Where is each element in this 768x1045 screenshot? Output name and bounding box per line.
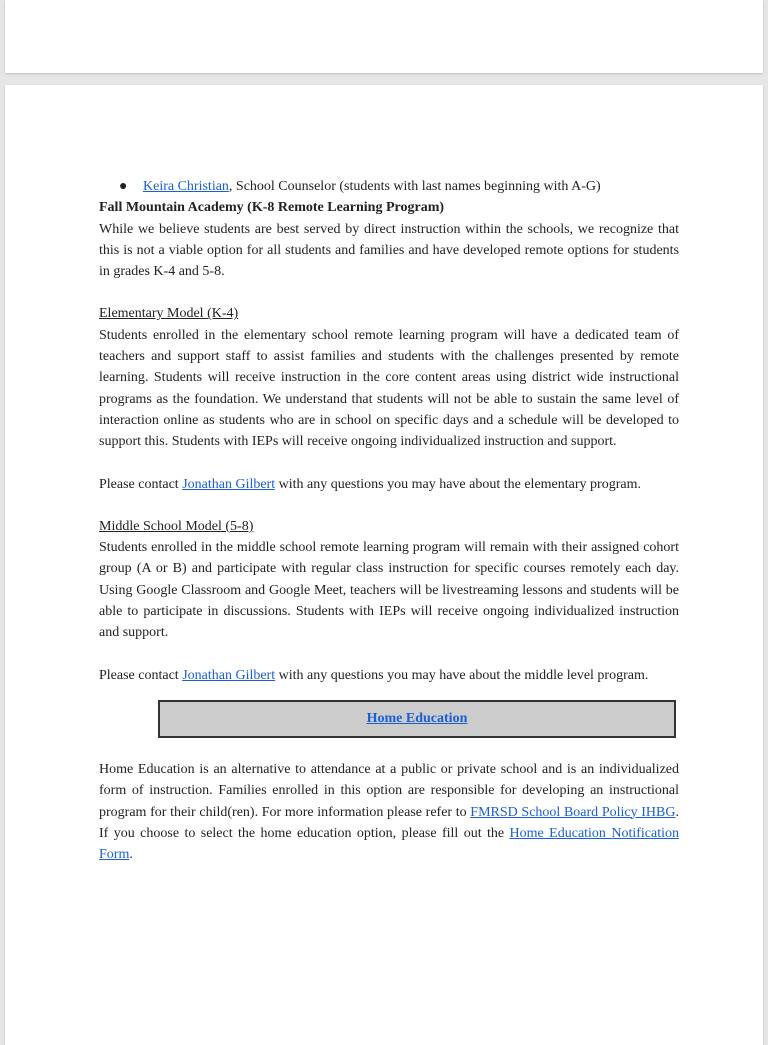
- elementary-body: Students enrolled in the elementary school remote learning program will have a dedicated team of teachers and support staff to assist families and students with the challenges presented by remote learning. Students will receive instruction in the core content areas using district wide instructional programs as the foundation. We understand that students will not be able to sustain the same level of interaction online as students who are in school on specific days and a schedule will be developed to support this. Students with IEPs will receive ongoing individualized instruction and support.: [99, 327, 679, 450]
- contact-suffix: with any questions you may have about the elementary program.: [275, 476, 641, 492]
- elementary-title: Elementary Model (K-4): [99, 306, 239, 322]
- home-ed-text-1: Home Education is an alternative to attendance at a public or private school and is an individualized form of instruction. Families enrolled in this option are responsible for developing an instructional program for their child(ren). For more information please refer to: [99, 761, 679, 820]
- jonathan-gilbert-link-elementary[interactable]: Jonathan Gilbert: [182, 476, 276, 492]
- home-ed-text-3: .: [129, 847, 133, 863]
- keira-christian-link[interactable]: Keira Christian: [143, 179, 229, 194]
- middle-body: Students enrolled in the middle school remote learning program will remain with their assigned cohort group (A or B) and participate with regular class instruction for specific courses remotely each day. Using Google Classroom and Google Meet, teachers will be livestreaming lessons and students will be able to participate in discussions. Students with IEPs will receive ongoing individualized instruction and support.: [99, 540, 679, 641]
- middle-contact: [99, 665, 679, 686]
- middle-title: Middle School Model (5-8): [99, 518, 254, 534]
- previous-page: [5, 0, 763, 73]
- document-page: [5, 85, 763, 1045]
- counselor-text: , School Counselor (students with last names beginning with A-G): [228, 179, 601, 194]
- policy-ihbg-link[interactable]: FMRSD School Board Policy IHBG: [470, 804, 676, 820]
- elementary-contact: [99, 474, 679, 495]
- fma-intro: While we believe students are best served by direct instruction within the schools, we recognize that this is not a viable option for all students and families and have developed remote options for students in grades K-4 and 5-8.: [99, 221, 679, 280]
- jonathan-gilbert-link-middle[interactable]: Jonathan Gilbert: [182, 667, 276, 683]
- home-education-link[interactable]: Home Education: [366, 711, 468, 727]
- home-education-box: [158, 700, 676, 738]
- home-education-body: [99, 759, 679, 865]
- notification-form-link[interactable]: Home Education Notification Form: [99, 825, 679, 863]
- fma-heading: Fall Mountain Academy (K-8 Remote Learning Program): [99, 200, 445, 216]
- home-ed-text-2: . If you choose to select the home education option, please fill out the: [99, 804, 679, 841]
- contact-prefix: Please contact: [99, 476, 183, 492]
- contact-suffix: with any questions you may have about the middle level program.: [275, 667, 649, 683]
- contact-prefix: Please contact: [99, 667, 183, 683]
- page-content: [99, 176, 679, 865]
- counselor-bullet: [99, 176, 679, 197]
- bullet-icon: ●: [119, 179, 128, 194]
